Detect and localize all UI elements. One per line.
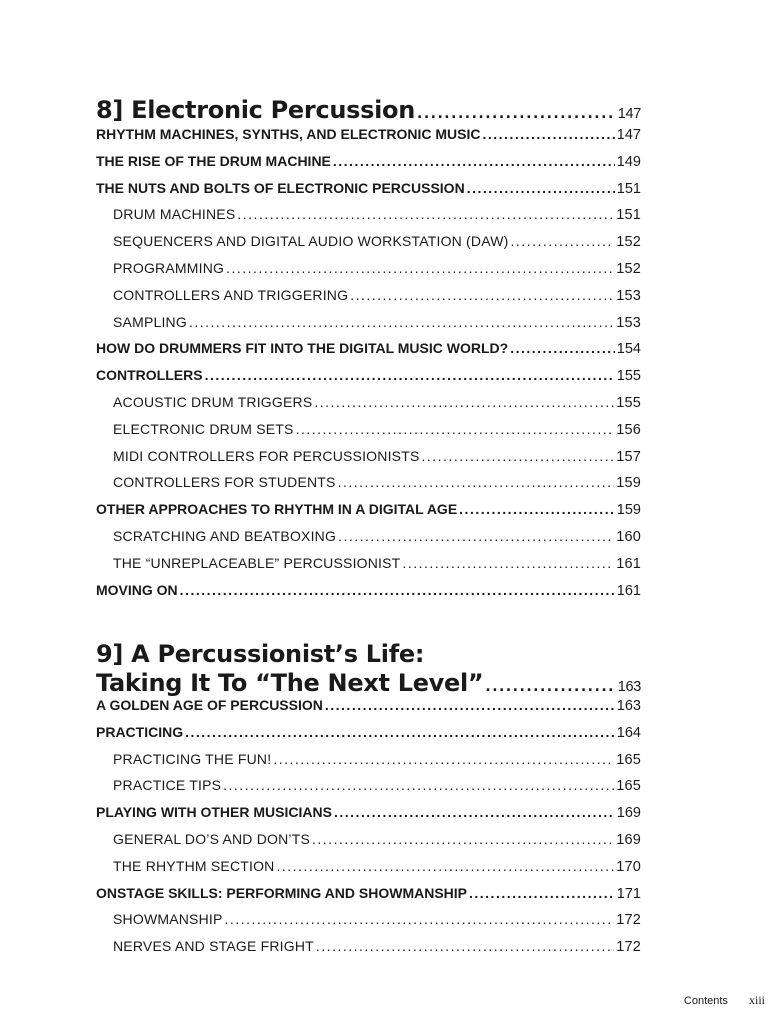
toc-subsection-entry [96,751,641,778]
entry-title: MOVING ON [96,581,178,598]
page-number: 147 [617,106,641,122]
chapter-8-toc [96,96,641,608]
toc-section-entry [96,885,641,912]
leader-dots [189,314,614,330]
leader-dots [225,911,615,927]
entry-page-number: 154 [616,341,641,358]
entry-page-number: 161 [616,555,641,572]
entry-title: SAMPLING [113,313,187,330]
entry-title: GENERAL DO’S AND DON’TS [113,830,311,847]
toc-section-entry [96,724,641,751]
toc-subsection-entry [96,421,641,448]
leader-dots [273,751,614,767]
entry-title: RHYTHM MACHINES, SYNTHS, AND ELECTRONIC MUSIC [96,126,481,142]
entry-page-number: 151 [616,180,641,197]
leader-dots [223,777,614,793]
chapter-9-toc [96,639,641,965]
entry-title: MIDI CONTROLLERS FOR PERCUSSIONISTS [113,447,420,464]
entry-page-number: 149 [616,153,641,170]
entry-page-number: 159 [616,502,641,519]
chapter-title: Taking It To “The Next Level” [96,669,484,697]
toc-subsection-entry [96,555,641,582]
entry-title: CONTROLLERS [96,367,203,384]
entry-title: HOW DO DRUMMERS FIT INTO THE DIGITAL MUSIC WORLD? [96,340,509,357]
entry-title: SEQUENCERS AND DIGITAL AUDIO WORKSTATION (DAW) [113,233,509,250]
leader-dots [296,421,615,437]
toc-subsection-entry [96,206,641,233]
chapter-9-heading-line1: 9] A Percussionist’s Life: [96,640,425,668]
entry-title: CONTROLLERS AND TRIGGERING [113,286,349,303]
entry-page-number: 169 [616,831,641,848]
entry-page-number: 152 [616,260,641,277]
leader-dots [334,804,615,820]
toc-subsection-entry [96,448,641,475]
chapter-8-entries [96,126,641,608]
entry-title: PRACTICING [96,723,184,740]
entry-title: PRACTICING THE FUN! [113,750,272,767]
toc-subsection-entry [96,938,641,965]
leader-dots [226,260,614,276]
leader-dots [402,555,614,571]
entry-page-number: 170 [616,858,641,875]
toc-subsection-entry [96,528,641,555]
entry-title: THE RISE OF THE DRUM MACHINE [96,152,331,169]
leader-dots [325,697,615,713]
toc-subsection-entry [96,911,641,938]
toc-section-entry [96,501,641,528]
toc-subsection-entry [96,314,641,341]
entry-page-number: 171 [616,885,641,902]
entry-page-number: 159 [616,475,641,492]
entry-title: A GOLDEN AGE OF PERCUSSION [96,697,323,713]
entry-title: THE RHYTHM SECTION [113,857,275,874]
leader-dots [338,528,614,544]
leader-dots [483,126,615,142]
entry-title: SCRATCHING AND BEATBOXING [113,527,337,544]
entry-title: ACOUSTIC DRUM TRIGGERS [113,393,313,410]
leader-dots [485,679,615,695]
leader-dots [421,448,614,464]
entry-title: PRACTICE TIPS [113,777,222,794]
leader-dots [237,206,614,222]
leader-dots [333,153,615,169]
footer-label: Contents [683,995,728,1007]
leader-dots [277,858,615,874]
entry-page-number: 172 [616,912,641,929]
toc-subsection-entry [96,858,641,885]
leader-dots [316,938,614,954]
entry-page-number: 151 [616,207,641,224]
leader-dots [185,724,615,740]
chapter-9-entries [96,697,641,965]
leader-dots [511,233,615,249]
chapter-title: 8] Electronic Percussion [96,96,416,124]
entry-page-number: 152 [616,234,641,251]
leader-dots [205,367,615,383]
page-footer [684,993,765,1008]
toc-section-entry [96,697,641,724]
toc-section-entry [96,180,641,207]
toc-section-entry [96,804,641,831]
entry-title: ELECTRONIC DRUM SETS [113,420,294,437]
entry-page-number: 157 [616,448,641,465]
toc-subsection-entry [96,287,641,314]
toc-section-entry [96,126,641,153]
leader-dots [469,885,615,901]
toc-section-entry [96,582,641,609]
entry-page-number: 161 [616,582,641,599]
entry-page-number: 153 [616,314,641,331]
entry-title: ONSTAGE SKILLS: PERFORMING AND SHOWMANSHIP [96,884,467,901]
entry-page-number: 153 [616,287,641,304]
leader-dots [417,106,616,122]
toc-section-entry [96,340,641,367]
entry-page-number: 165 [616,778,641,795]
entry-title: PLAYING WITH OTHER MUSICIANS [96,804,332,821]
entry-title: SHOWMANSHIP [113,911,223,928]
toc-section-entry [96,153,641,180]
page-number: 163 [617,679,641,695]
chapter-9-heading-line2 [96,669,641,697]
entry-title: THE “UNREPLACEABLE” PERCUSSIONIST [113,554,401,571]
leader-dots [510,340,615,356]
leader-dots [459,501,615,517]
entry-page-number: 160 [616,528,641,545]
toc-subsection-entry [96,474,641,501]
leader-dots [338,474,615,490]
leader-dots [467,180,615,196]
entry-title: CONTROLLERS FOR STUDENTS [113,474,336,491]
toc-section-entry [96,367,641,394]
leader-dots [350,287,614,303]
toc-subsection-entry [96,777,641,804]
leader-dots [180,582,615,598]
toc-subsection-entry [96,394,641,421]
entry-page-number: 172 [616,939,641,956]
entry-page-number: 165 [616,751,641,768]
entry-page-number: 156 [616,421,641,438]
entry-page-number: 164 [616,724,641,741]
toc-subsection-entry [96,260,641,287]
entry-title: PROGRAMMING [113,259,225,276]
toc-subsection-entry [96,831,641,858]
entry-title: DRUM MACHINES [113,206,236,223]
entry-page-number: 155 [616,394,641,411]
footer-page-number: xiii [748,993,765,1007]
entry-page-number: 147 [616,127,641,143]
toc-subsection-entry [96,233,641,260]
leader-dots [312,831,614,847]
entry-title: THE NUTS AND BOLTS OF ELECTRONIC PERCUSSION [96,179,465,196]
chapter-8-heading [96,96,641,126]
entry-title: OTHER APPROACHES TO RHYTHM IN A DIGITAL AGE [96,501,458,518]
entry-page-number: 163 [616,698,641,714]
entry-title: NERVES AND STAGE FRIGHT [113,938,314,955]
entry-page-number: 169 [616,805,641,822]
leader-dots [314,394,614,410]
entry-page-number: 155 [616,368,641,385]
